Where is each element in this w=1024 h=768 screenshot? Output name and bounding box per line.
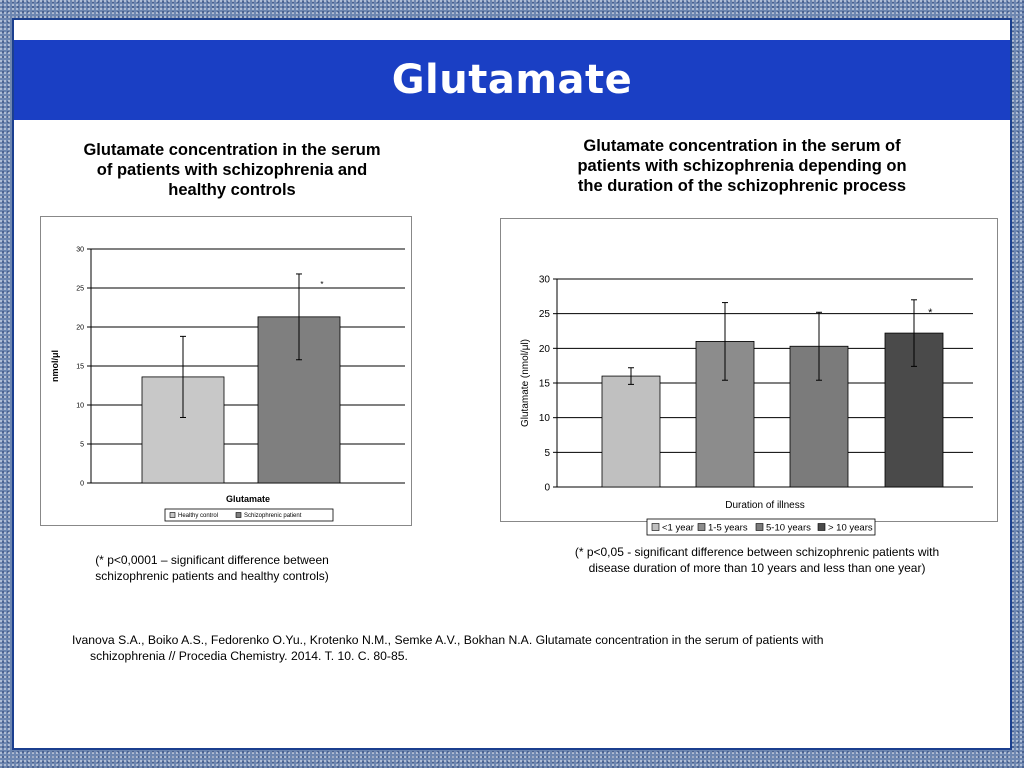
y-tick-label: 30 <box>76 246 84 254</box>
legend-swatch <box>756 524 763 531</box>
legend-label: <1 year <box>662 522 694 534</box>
y-tick-label: 10 <box>538 413 550 425</box>
right-note-line: (* p<0,05 - significant difference between schizophrenic patients with <box>574 545 940 559</box>
legend-swatch <box>170 513 175 518</box>
y-tick-label: 20 <box>76 324 84 332</box>
legend-label: 1-5 years <box>708 522 748 534</box>
legend-label: Healthy control <box>178 513 219 520</box>
legend-label: 5-10 years <box>766 522 811 534</box>
slide <box>12 18 1012 750</box>
significance-asterisk: * <box>928 306 933 319</box>
legend-label: > 10 years <box>828 522 873 534</box>
y-tick-label: 15 <box>538 378 550 390</box>
x-axis-label: Glutamate <box>225 494 271 504</box>
y-tick-label: 15 <box>76 363 84 371</box>
right-note-line: disease duration of more than 10 years and less than one year) <box>588 561 926 575</box>
y-tick-label: 0 <box>544 482 550 494</box>
y-tick-label: 10 <box>76 402 84 410</box>
left-chart-heading <box>42 140 422 200</box>
y-tick-label: 30 <box>538 274 550 286</box>
right-chart-heading <box>532 136 952 196</box>
citation-line: Ivanova S.A., Boiko A.S., Fedorenko O.Yu., Krotenko N.M., Semke A.V., Bokhan N.A. Glutamate concentration in the serum of patients with <box>72 633 824 647</box>
left-heading-line: healthy controls <box>168 181 296 199</box>
left-chart-frame <box>40 216 412 526</box>
left-heading-line: of patients with schizophrenia and <box>96 161 368 179</box>
citation <box>72 632 972 664</box>
legend-label: Schizophrenic patient <box>244 513 302 520</box>
left-note-line: schizophrenic patients and healthy controls) <box>95 569 329 583</box>
y-axis-label: Glutamate (nmol/μl) <box>520 338 531 428</box>
y-tick-label: 25 <box>76 285 84 293</box>
significance-asterisk: * <box>320 279 324 289</box>
title-bar <box>14 40 1010 120</box>
y-axis-label: nmol/μl <box>50 349 60 383</box>
y-tick-label: 0 <box>80 480 84 488</box>
right-bar-chart <box>501 219 997 534</box>
right-heading-line: patients with schizophrenia depending on <box>577 157 907 175</box>
right-chart-frame <box>500 218 998 534</box>
bar <box>602 376 660 487</box>
x-axis-label: Duration of illness <box>725 500 805 511</box>
right-heading-line: the duration of the schizophrenic process <box>577 177 907 195</box>
slide-title: Glutamate <box>391 57 633 103</box>
left-significance-note <box>42 552 382 584</box>
right-heading-line: Glutamate concentration in the serum of <box>583 137 901 155</box>
right-significance-note <box>532 544 982 576</box>
legend-swatch <box>818 524 825 531</box>
legend <box>647 519 875 535</box>
left-note-line: (* p<0,0001 – significant difference between <box>95 553 329 567</box>
legend <box>165 509 333 521</box>
left-heading-line: Glutamate concentration in the serum <box>83 141 381 159</box>
citation-line: schizophrenia // Procedia Chemistry. 2014. T. 10. C. 80-85. <box>90 649 408 663</box>
legend-swatch <box>236 513 241 518</box>
y-tick-label: 5 <box>80 441 84 449</box>
y-tick-label: 20 <box>538 343 550 355</box>
y-tick-label: 25 <box>538 309 550 321</box>
y-tick-label: 5 <box>544 447 550 459</box>
legend-swatch <box>698 524 705 531</box>
legend-swatch <box>652 524 659 531</box>
left-bar-chart <box>41 217 411 525</box>
